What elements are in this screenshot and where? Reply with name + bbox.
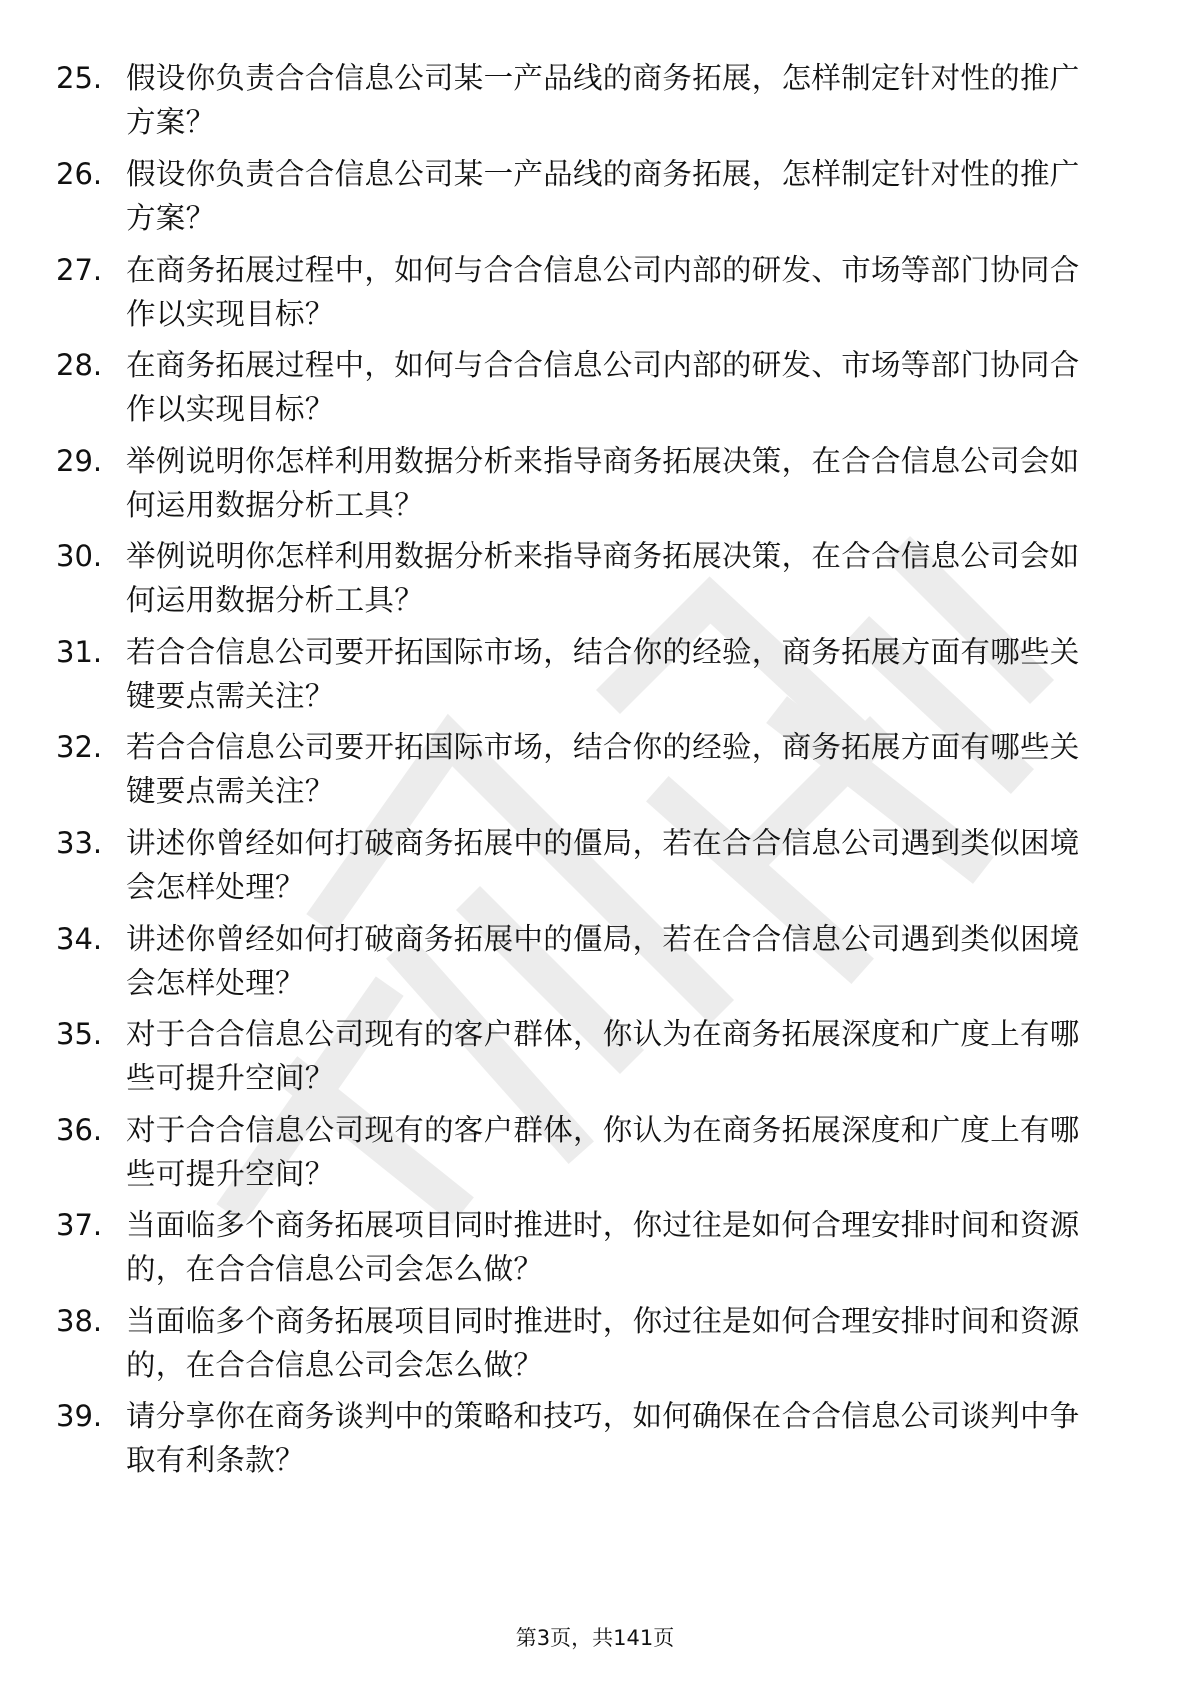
question-number: 36.	[56, 1113, 103, 1147]
question-number: 31.	[56, 635, 103, 669]
question-text: 举例说明你怎样利用数据分析来指导商务拓展决策，在合合信息公司会如何运用数据分析工具？	[126, 539, 1080, 617]
question-item	[56, 917, 1116, 1017]
question-item	[56, 1203, 1116, 1303]
question-text: 举例说明你怎样利用数据分析来指导商务拓展决策，在合合信息公司会如何运用数据分析工具？	[126, 444, 1080, 522]
question-text: 假设你负责合合信息公司某一产品线的商务拓展，怎样制定针对性的推广方案？	[126, 157, 1080, 235]
question-text: 对于合合信息公司现有的客户群体，你认为在商务拓展深度和广度上有哪些可提升空间？	[126, 1017, 1080, 1095]
question-number: 30.	[56, 539, 103, 573]
page-footer: 第3页，共141页	[515, 1626, 675, 1650]
question-item	[56, 248, 1116, 348]
question-number: 38.	[56, 1304, 103, 1338]
question-number: 32.	[56, 730, 103, 764]
question-item	[56, 152, 1116, 252]
question-number: 28.	[56, 348, 103, 382]
question-text: 当面临多个商务拓展项目同时推进时，你过往是如何合理安排时间和资源的，在合合信息公司会怎么做？	[126, 1304, 1080, 1382]
question-number: 35.	[56, 1017, 103, 1051]
question-item	[56, 534, 1116, 634]
question-text: 对于合合信息公司现有的客户群体，你认为在商务拓展深度和广度上有哪些可提升空间？	[126, 1113, 1080, 1191]
question-text: 讲述你曾经如何打破商务拓展中的僵局，若在合合信息公司遇到类似困境会怎样处理？	[126, 826, 1080, 904]
question-item	[56, 1394, 1116, 1494]
question-text: 讲述你曾经如何打破商务拓展中的僵局，若在合合信息公司遇到类似困境会怎样处理？	[126, 922, 1080, 1000]
question-number: 33.	[56, 826, 103, 860]
question-item	[56, 343, 1116, 443]
question-item	[56, 1012, 1116, 1112]
question-text: 请分享你在商务谈判中的策略和技巧，如何确保在合合信息公司谈判中争取有利条款？	[126, 1399, 1080, 1477]
question-number: 27.	[56, 253, 103, 287]
question-text: 在商务拓展过程中，如何与合合信息公司内部的研发、市场等部门协同合作以实现目标？	[126, 253, 1080, 331]
question-item	[56, 821, 1116, 921]
question-text: 假设你负责合合信息公司某一产品线的商务拓展，怎样制定针对性的推广方案？	[126, 61, 1080, 139]
question-text: 若合合信息公司要开拓国际市场，结合你的经验，商务拓展方面有哪些关键要点需关注？	[126, 730, 1080, 808]
question-text: 若合合信息公司要开拓国际市场，结合你的经验，商务拓展方面有哪些关键要点需关注？	[126, 635, 1080, 713]
question-number: 25.	[56, 61, 103, 95]
question-item	[56, 56, 1116, 156]
question-item	[56, 439, 1116, 539]
question-number: 34.	[56, 922, 103, 956]
question-item	[56, 1299, 1116, 1399]
question-number: 37.	[56, 1208, 103, 1242]
question-item	[56, 1108, 1116, 1208]
question-number: 39.	[56, 1399, 103, 1433]
question-item	[56, 725, 1116, 825]
question-text: 当面临多个商务拓展项目同时推进时，你过往是如何合理安排时间和资源的，在合合信息公司会怎么做？	[126, 1208, 1080, 1286]
question-item	[56, 630, 1116, 730]
question-number: 29.	[56, 444, 103, 478]
question-number: 26.	[56, 157, 103, 191]
question-text: 在商务拓展过程中，如何与合合信息公司内部的研发、市场等部门协同合作以实现目标？	[126, 348, 1080, 426]
